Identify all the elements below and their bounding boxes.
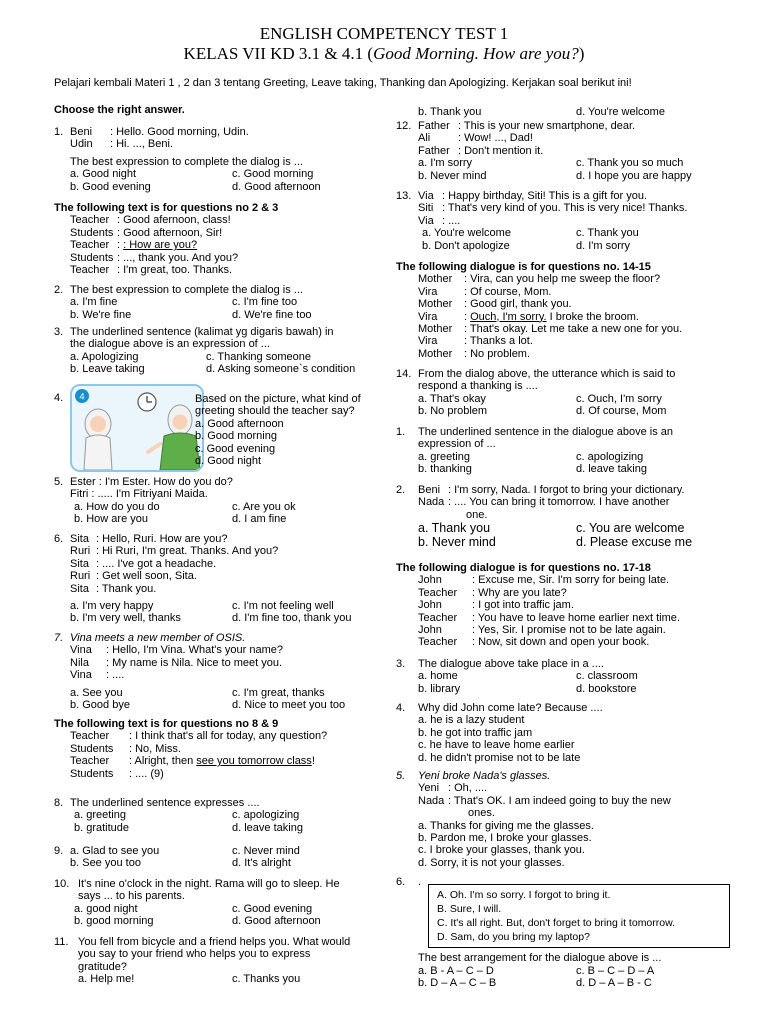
test-subtitle: KELAS VII KD 3.1 & 4.1 (Good Morning. How are you?) bbox=[183, 44, 585, 63]
question-12: 12. Father : This is your new smartphone, dear. Ali : Wow! ..., Dad! Father : Don't mention it. a. I'm sorry c. Thank you so much b. Never mind d. I hope you are happy bbox=[396, 120, 692, 182]
question-13: 13. Via : Happy birthday, Siti! This is a gift for you. Siti : That's very kind of you. This is very nice! Thanks. Via : .... a. You're welcome c. Thank you b. Don't apologize d. I'm sorry bbox=[396, 190, 688, 252]
question-1: 1. Beni : Hello. Good morning, Udin. Udin : Hi. ..., Beni. The best expression to complete the dialog is ... a. Good night c. Good morning b. Good evening d. Good afternoon bbox=[54, 126, 321, 193]
option-c: c. Good morning bbox=[232, 168, 314, 181]
instruction-heading: Choose the right answer. bbox=[54, 104, 185, 116]
question-5: 5. Ester : I'm Ester. How do you do? Fitri : ..... I'm Fitriyani Maida. a. How do you do c. Are you ok b. How are you d. I am fine bbox=[54, 476, 296, 526]
dialogue-q8-9: The following text is for questions no 8 & 9 Teacher : I think that's all for today, any question? Students : No, Miss. Teacher : Alright, then see you tomorrow class! Students : .... (9) bbox=[54, 718, 328, 780]
option-b: b. Good evening bbox=[70, 180, 151, 193]
question-14: 14. From the dialog above, the utterance which is said to respond a thanking is .... a. That's okay c. Ouch, I'm sorry b. No problem d. Of course, Mom bbox=[396, 368, 676, 418]
question-3: 3. The underlined sentence (kalimat yg digaris bawah) in the dialogue above is an expression of ... a. Apologizing c. Thanking someone b. Leave taking d. Asking someone`s condition bbox=[54, 326, 356, 376]
test-title: ENGLISH COMPETENCY TEST 1 bbox=[259, 24, 509, 43]
question-10: 10. It's nine o'clock in the night. Rama will go to sleep. He says ... to his parents. a. good night c. Good evening b. good morning d. Good afternoon bbox=[54, 878, 340, 928]
svg-text:4: 4 bbox=[79, 391, 85, 402]
dialogue-q2-3: The following text is for questions no 2 & 3 Teacher : Good afernoon, class! Students : Good afternoon, Sir! Teacher : : How are you? Students : ..., thank you. And you? Teacher : I'm great, too. Thanks. bbox=[54, 202, 279, 276]
question-16: 2. Beni : I'm sorry, Nada. I forgot to bring your dictionary. Nada : .... You can bring it tomorrow. I have another one. a. Thank you c. You are welcome b. Never mind d. Please excuse me bbox=[396, 484, 693, 550]
question-2: 2. The best expression to complete the dialog is ... a. I'm fine c. I'm fine too b. We're fine d. We're fine too bbox=[54, 284, 312, 321]
question-17: 3. The dialogue above take place in a .... a. home c. classroom b. library d. bookstore bbox=[396, 658, 638, 695]
dialogue-q14-15: The following dialogue is for questions no. 14-15 Mother : Vira, can you help me sweep the floor? Vira : Of course, Mom. Mother : Good girl, thank you. Vira : Ouch, I'm sorry. I broke the broom. Mother : That's okay. Let me take a new one for you. Vira : Thanks a lot. Mother : No problem. bbox=[396, 261, 683, 360]
dialogue-q17-18: The following dialogue is for questions no. 17-18 John : Excuse me, Sir. I'm sorry for being late. Teacher : Why are you late? John : I got into traffic jam. Teacher : You have to leave home earlier next time. John : Yes, Sir. I promise not to be late again. Teacher : Now, sit down and open your book. bbox=[396, 562, 680, 649]
question-8: 8. The underlined sentence expresses .... a. greeting c. apologizing b. gratitude d. leave taking bbox=[54, 797, 303, 834]
question-7: 7. Vina meets a new member of OSIS. Vina : Hello, I'm Vina. What's your name? Nila : My name is Nila. Nice to meet you. Vina : .... a. See you c. I'm great, thanks b. Good bye d. Nice to meet you too bbox=[54, 632, 346, 711]
question-11: 11. You fell from bicycle and a friend helps you. What would you say to your friend who helps you to express gratitude? a. Help me! c. Thanks you bbox=[54, 936, 351, 986]
question-6: 6. Sita : Hello, Ruri. How are you? Ruri : Hi Ruri, I'm great. Thanks. And you? Sita : .... I've got a headache. Ruri : Get well soon, Sita. Sita : Thank you. a. I'm very happy c. I'm not feeling well b. I'm very well, thanks d. I'm fine too, thank you bbox=[54, 533, 352, 625]
classroom-greeting-picture bbox=[70, 384, 204, 472]
question-15: 1. The underlined sentence in the dialogue above is an expression of ... a. greeting c. apologizing b. thanking d. leave taking bbox=[396, 426, 674, 476]
question-19: 5. Yeni broke Nada's glasses. Yeni : Oh, .... Nada : That's OK. I am indeed going to buy the new ones. a. Thanks for giving me the glasses. b. Pardon me, I broke your glasses. c. I broke your glasses, thank you. d. Sorry, it is not your glasses. bbox=[396, 770, 671, 869]
question-9: 9. a. Glad to see you c. Never mind b. See you too d. It's alright bbox=[54, 845, 300, 870]
instructions-intro: Pelajari kembali Materi 1 , 2 dan 3 tentang Greeting, Leave taking, Thanking dan Apologizing. Kerjakan soal berikut ini! bbox=[54, 77, 632, 89]
option-a: a. Good night bbox=[70, 168, 137, 181]
arrangement-box: A. Oh. I'm so sorry. I forgot to bring it. B. Sure, I will. C. It's all right. But, don't forget to bring it tomorrow. D. Sam, do you bring my laptop? bbox=[428, 884, 730, 948]
question-18: 4. Why did John come late? Because .... a. he is a lazy student b. he got into traffic jam c. he have to leave home earlier d. he didn't promise not to be late bbox=[396, 702, 603, 764]
option-d: d. Good afternoon bbox=[232, 180, 321, 193]
question-20: 6. . A. Oh. I'm so sorry. I forgot to bring it. B. Sure, I will. C. It's all right. But, don't forget to bring it tomorrow. D. Sam, do you bring my laptop? The best arrangement for the dialogue above is ... a. B - A – C – D c. B – C – D – A b. D – A – C – B d. D – A – B - C bbox=[396, 876, 726, 888]
question-11-continued: b. Thank you d. You're welcome bbox=[418, 106, 665, 118]
